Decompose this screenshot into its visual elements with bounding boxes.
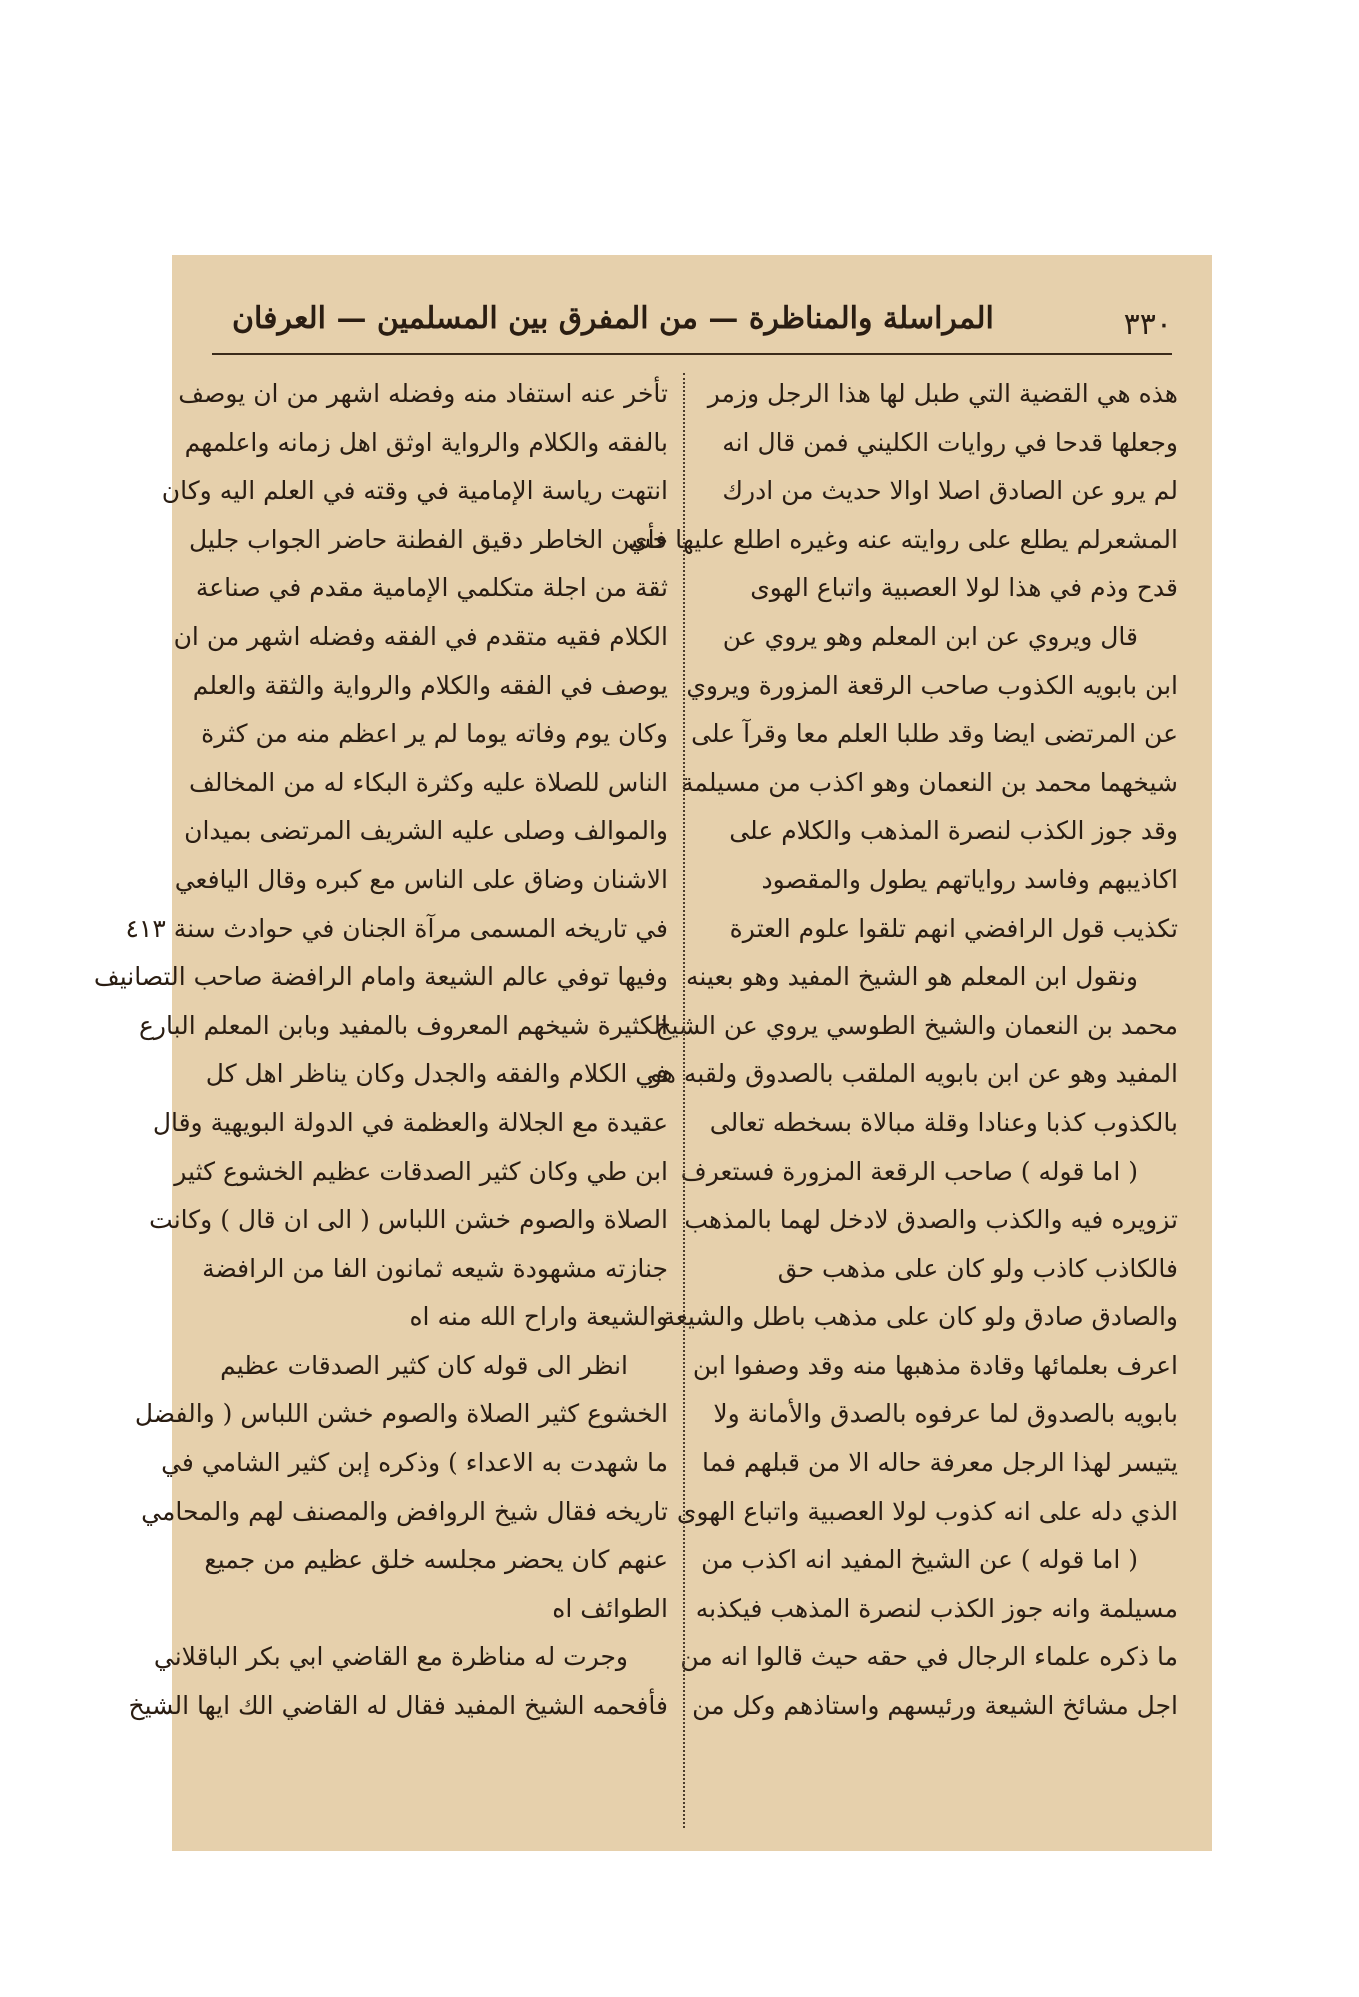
- column-divider: [683, 373, 685, 1828]
- text-line: عقيدة مع الجلالة والعظمة في الدولة البويهية وقال: [152, 1107, 668, 1137]
- text-line: تكذيب قول الرافضي انهم تلقوا علوم العترة: [729, 913, 1178, 943]
- text-line: وكان يوم وفاته يوما لم ير اعظم منه من كثرة: [201, 719, 668, 749]
- text-line: الذي دله على انه كذوب لولا العصبية واتباع الهوى: [676, 1496, 1178, 1526]
- text-line: قال ويروي عن ابن المعلم وهو يروي عن: [722, 621, 1138, 651]
- page-number: ٣٣٠: [1123, 307, 1172, 342]
- text-line: والشيعة واراح الله منه اه: [409, 1302, 668, 1332]
- text-line: محمد بن النعمان والشيخ الطوسي يروي عن الشيخ: [655, 1010, 1178, 1040]
- text-line: انتهت رياسة الإمامية في وقته في العلم اليه وكان: [161, 476, 668, 506]
- text-line: يتيسر لهذا الرجل معرفة حاله الا من قبلهم فما: [702, 1448, 1178, 1478]
- text-line: تزويره فيه والكذب والصدق لادخل لهما بالمذهب: [684, 1205, 1178, 1235]
- text-line: المفيد وهو عن ابن بابويه الملقب بالصدوق ولقبه هو: [649, 1059, 1178, 1089]
- text-line: ما ذكره علماء الرجال في حقه حيث قالوا انه من: [680, 1642, 1178, 1672]
- text-line: حسن الخاطر دقيق الفطنة حاضر الجواب جليل: [188, 524, 668, 554]
- text-line: والصادق صادق ولو كان على مذهب باطل والشيعة: [662, 1302, 1178, 1332]
- text-line: فالكاذب كاذب ولو كان على مذهب حق: [777, 1253, 1178, 1283]
- text-line: عن المرتضى ايضا وقد طلبا العلم معا وقرآ على: [691, 719, 1178, 749]
- book-page: [93, 255, 1212, 1851]
- text-line: الخشوع كثير الصلاة والصوم خشن اللباس ( والفضل: [134, 1399, 668, 1429]
- text-line: اكاذيبهم وفاسد رواياتهم يطول والمقصود: [761, 864, 1178, 894]
- text-line: الناس للصلاة عليه وكثرة البكاء له من المخالف: [188, 767, 668, 797]
- text-line: وفيها توفي عالم الشيعة وامام الرافضة صاحب التصانيف: [93, 962, 668, 992]
- text-column-left: [93, 370, 668, 1731]
- text-line: تأخر عنه استفاد منه وفضله اشهر من ان يوصف: [178, 379, 668, 408]
- text-line: ما شهدت به الاعداء ) وذكره إبن كثير الشامي في: [161, 1448, 668, 1478]
- text-line: ونقول ابن المعلم هو الشيخ المفيد وهو بعينه: [686, 962, 1138, 992]
- text-line: مسيلمة وانه جوز الكذب لنصرة المذهب فيكذبه: [695, 1593, 1178, 1623]
- text-line: الصلاة والصوم خشن اللباس ( الى ان قال ) وكانت: [149, 1205, 668, 1235]
- text-line: الكلام فقيه متقدم في الفقه وفضله اشهر من ان: [173, 621, 668, 651]
- text-line: ثقة من اجلة متكلمي الإمامية مقدم في صناعة: [195, 573, 668, 603]
- text-line: جنازته مشهودة شيعه ثمانون الفا من الرافضة: [202, 1253, 668, 1283]
- text-line: وجعلها قدحا في روايات الكليني فمن قال انه: [722, 427, 1178, 457]
- text-line: انظر الى قوله كان كثير الصدقات عظيم: [220, 1350, 628, 1380]
- text-line: اجل مشائخ الشيعة ورئيسهم واستاذهم وكل من: [692, 1691, 1178, 1721]
- text-line: هذه هي القضية التي طبل لها هذا الرجل وزمر: [707, 379, 1178, 408]
- text-line: والموالف وصلى عليه الشريف المرتضى بميدان: [184, 816, 668, 846]
- text-line: ( اما قوله ) عن الشيخ المفيد انه اكذب من: [701, 1545, 1138, 1575]
- text-line: وجرت له مناظرة مع القاضي ابي بكر الباقلاني: [153, 1642, 628, 1672]
- text-line: ابن طي وكان كثير الصدقات عظيم الخشوع كثير: [174, 1156, 668, 1186]
- text-line: وقد جوز الكذب لنصرة المذهب والكلام على: [729, 816, 1178, 846]
- text-line: بابويه بالصدوق لما عرفوه بالصدق والأمانة ولا: [713, 1399, 1178, 1429]
- text-line: شيخهما محمد بن النعمان وهو اكذب من مسيلمة: [680, 767, 1178, 797]
- header-rule: [212, 353, 1172, 355]
- text-line: الكثيرة شيخهم المعروف بالمفيد وبابن المعلم البارع: [139, 1010, 668, 1040]
- text-line: بالكذوب كذبا وعنادا وقلة مبالاة بسخطه تعالى: [709, 1107, 1178, 1137]
- text-line: ابن بابويه الكذوب صاحب الرقعة المزورة ويروي: [686, 670, 1178, 700]
- text-line: يوصف في الفقه والكلام والرواية والثقة والعلم: [192, 670, 668, 700]
- page-header: [172, 255, 1212, 358]
- text-line: فأفحمه الشيخ المفيد فقال له القاضي الك ايها الشيخ: [128, 1691, 668, 1721]
- text-line: في الكلام والفقه والجدل وكان يناظر اهل كل: [205, 1059, 668, 1089]
- text-line: ( اما قوله ) صاحب الرقعة المزورة فستعرف: [680, 1156, 1138, 1186]
- text-line: عنهم كان يحضر مجلسه خلق عظيم من جميع: [204, 1545, 668, 1575]
- text-line: المشعرلم يطلع على روايته عنه وغيره اطلع عليها فأي: [628, 524, 1178, 554]
- text-line: قدح وذم في هذا لولا العصبية واتباع الهوى: [750, 573, 1178, 603]
- text-line: في تاريخه المسمى مرآة الجنان في حوادث سنة ٤١٣: [125, 913, 668, 943]
- text-line: الاشنان وضاق على الناس مع كبره وقال اليافعي: [174, 864, 668, 894]
- text-column-right: [628, 370, 1178, 1731]
- text-line: بالفقه والكلام والرواية اوثق اهل زمانه واعلمهم: [184, 427, 668, 457]
- text-line: اعرف بعلمائها وقادة مذهبها منه وقد وصفوا ابن: [692, 1350, 1178, 1380]
- running-title: المراسلة والمناظرة — من المفرق بين المسلمين — العرفان: [232, 301, 994, 336]
- text-line: لم يرو عن الصادق اصلا اوالا حديث من ادرك: [722, 476, 1178, 506]
- text-line: الطوائف اه: [552, 1593, 668, 1623]
- text-line: تاريخه فقال شيخ الروافض والمصنف لهم والمحامي: [141, 1496, 668, 1526]
